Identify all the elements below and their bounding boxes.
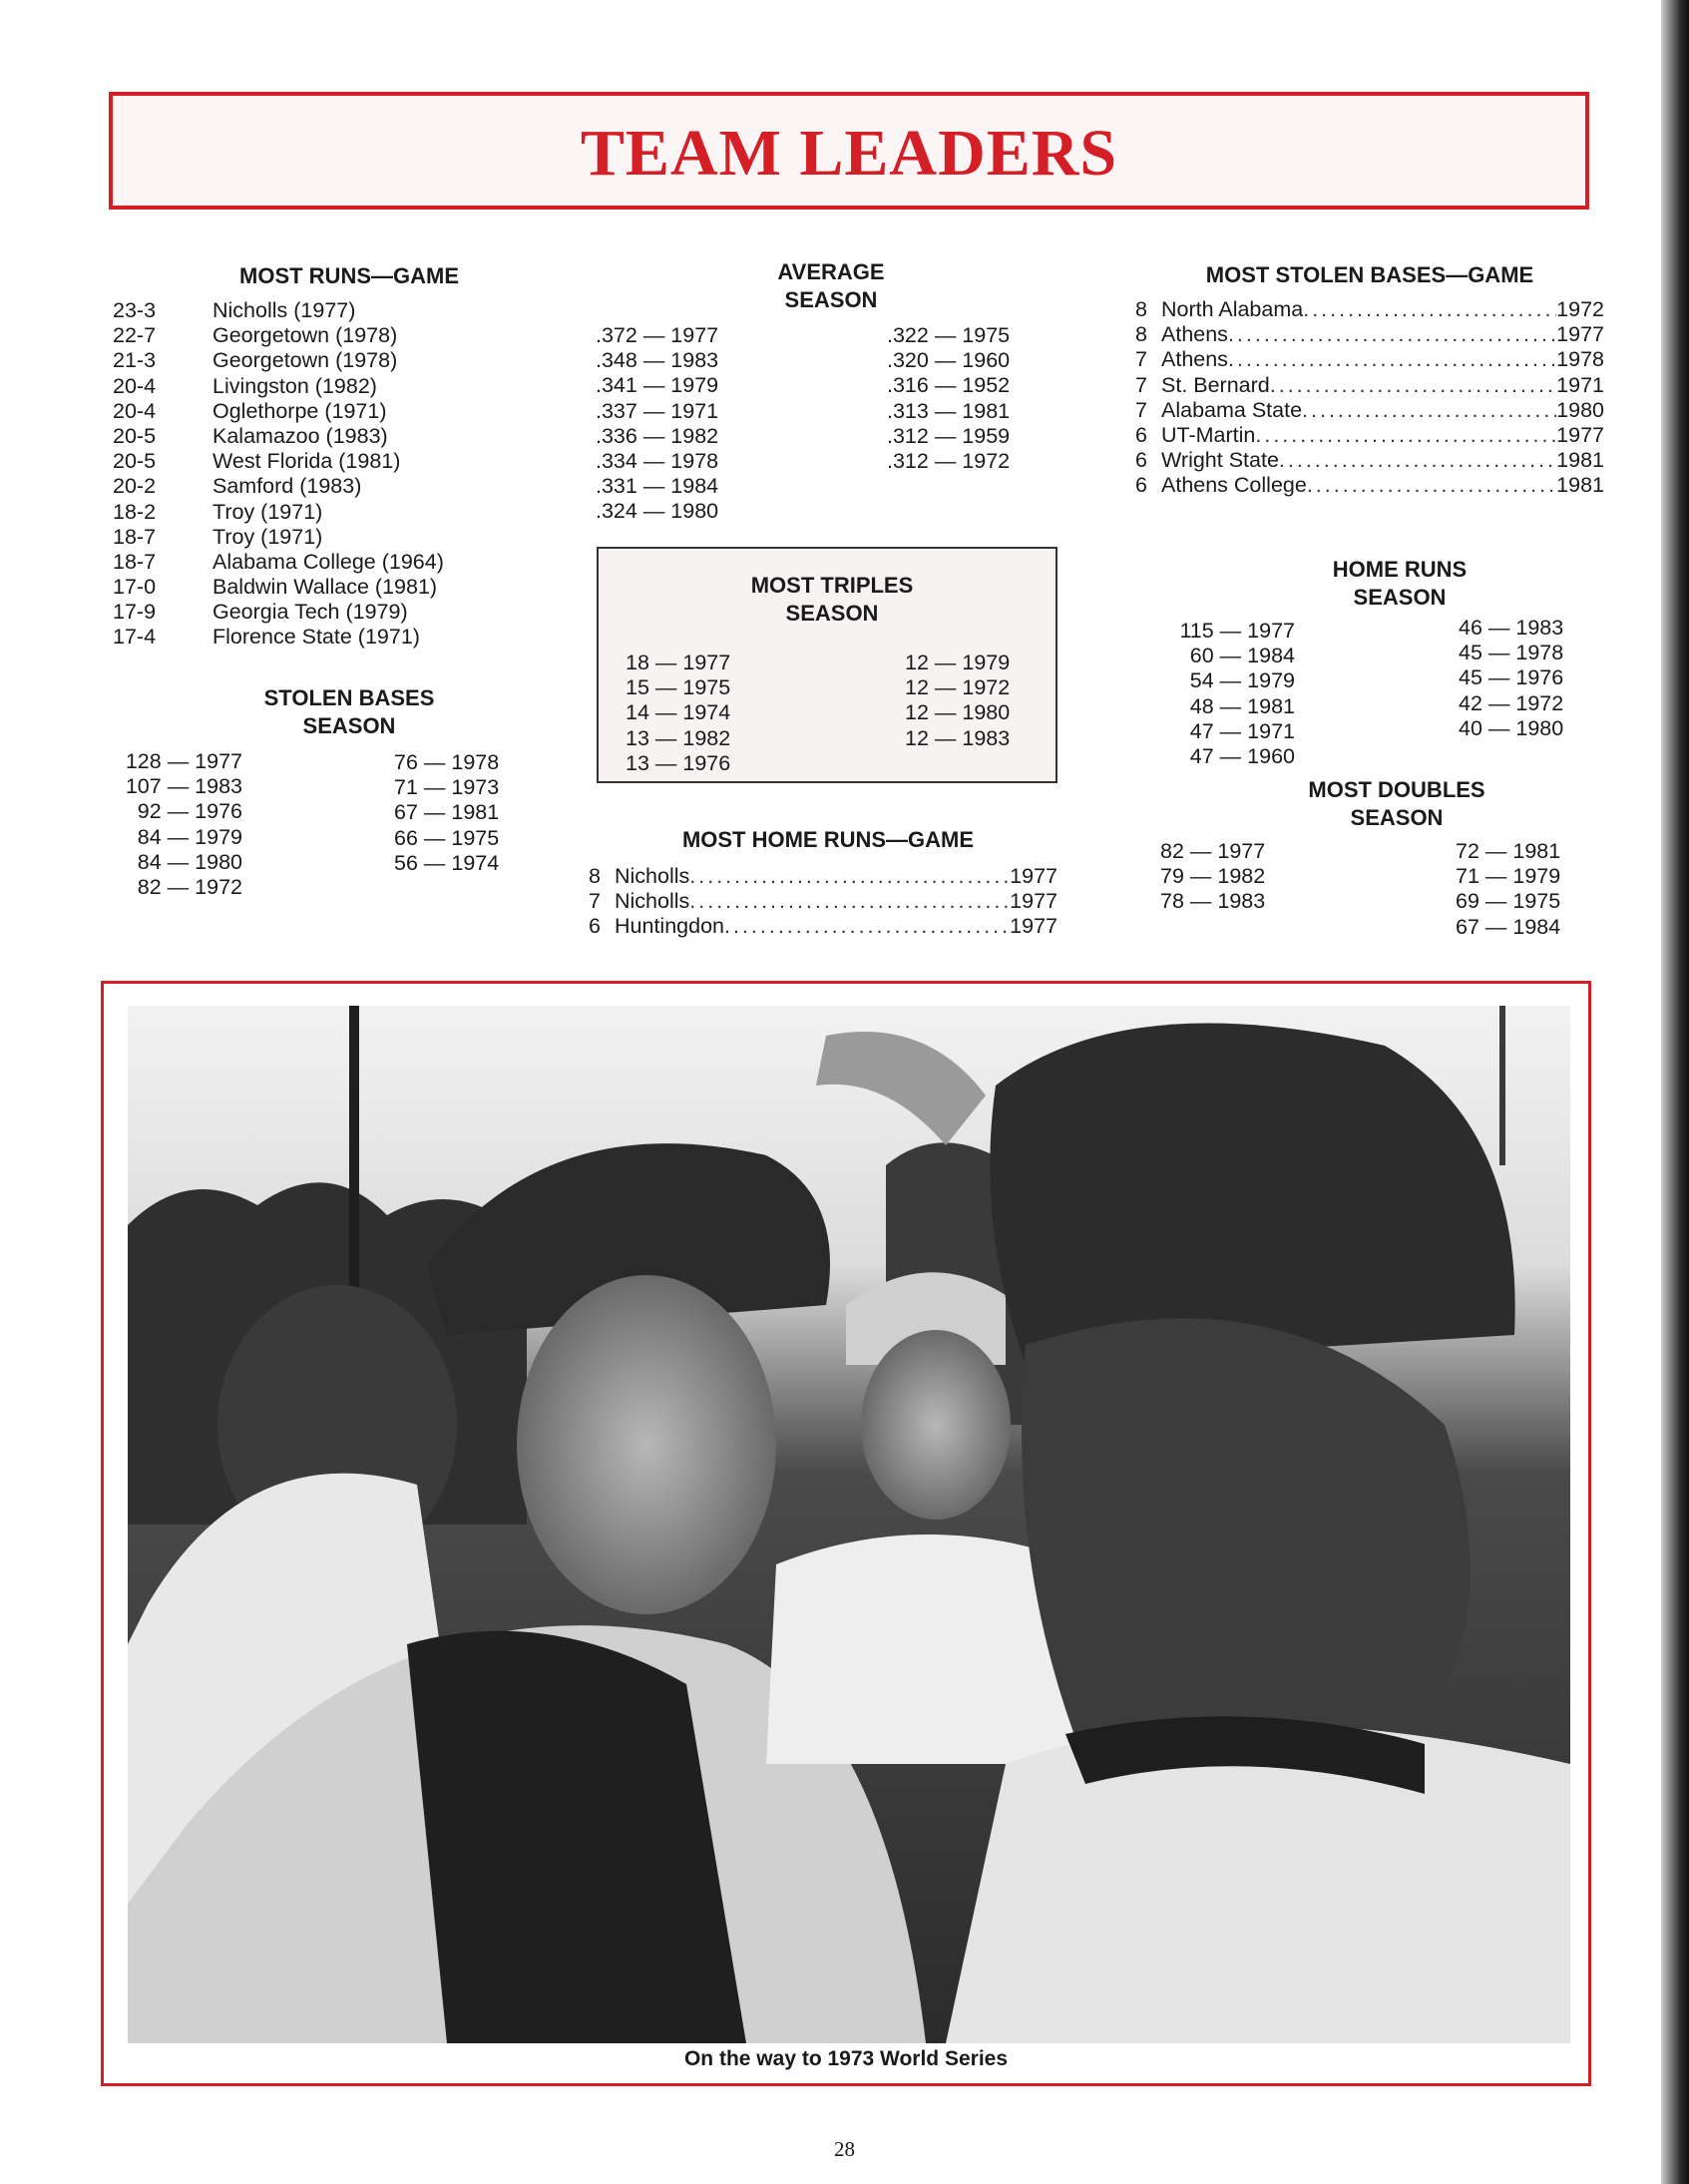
average-season-entry: .341 — 1979 — [596, 373, 719, 398]
stolen-bases-game-row-count: 7 — [1135, 347, 1147, 372]
stolen-bases-game-row-team: Alabama State — [1161, 397, 1303, 422]
runs-game-row — [113, 575, 512, 600]
most-doubles-entry: 79 — 1982 — [1160, 864, 1266, 889]
home-runs-game-row-leader-dots — [689, 864, 1010, 889]
average-season-entry: .320 — 1960 — [887, 348, 1011, 373]
home-runs-season-entry: 47 — 1971 — [1189, 718, 1295, 743]
runs-game-opponent: West Florida (1981) — [212, 449, 401, 474]
stolen-bases-season-entry: 82 — 1972 — [137, 874, 242, 899]
runs-game-row — [113, 399, 512, 424]
most-triples-right-list — [905, 651, 1055, 751]
runs-game-score: 23-3 — [113, 298, 157, 322]
runs-game-opponent: Georgetown (1978) — [212, 323, 398, 348]
home-runs-season-right-list — [1459, 616, 1588, 741]
page-edge — [1661, 0, 1689, 2184]
stolen-bases-game-row-leader-dots — [1307, 473, 1556, 498]
page-number: 28 — [834, 2137, 855, 2161]
stolen-bases-game-row-count: 7 — [1135, 397, 1147, 422]
stolen-bases-game-row-year: 1978 — [1556, 347, 1604, 372]
runs-game-opponent: Kalamazoo (1983) — [212, 423, 388, 448]
stolen-bases-game-row-count: 7 — [1135, 372, 1147, 397]
runs-game-row — [113, 348, 512, 373]
runs-game-score: 18-2 — [113, 499, 157, 524]
runs-game-opponent: Georgia Tech (1979) — [212, 600, 408, 625]
stolen-bases-game-row — [1135, 423, 1604, 448]
average-season-entry: .322 — 1975 — [887, 323, 1011, 347]
stolen-bases-season-entry: 76 — 1978 — [394, 750, 500, 774]
stolen-bases-game-row-team: Athens — [1161, 347, 1228, 372]
runs-game-row — [113, 374, 512, 399]
stolen-bases-game-row-leader-dots — [1302, 398, 1556, 423]
runs-game-score: 18-7 — [113, 549, 157, 574]
home-runs-season-heading — [1300, 556, 1499, 612]
average-season-heading-line2: SEASON — [784, 287, 878, 312]
most-triples-entry: 14 — 1974 — [626, 700, 731, 725]
stolen-bases-game-row — [1135, 448, 1604, 473]
stolen-bases-game-row-count: 8 — [1135, 322, 1147, 347]
stolen-bases-game-row-leader-dots — [1228, 347, 1556, 372]
stolen-bases-game-row-count: 8 — [1135, 297, 1147, 321]
runs-game-opponent: Alabama College (1964) — [212, 549, 444, 574]
runs-game-score: 22-7 — [113, 323, 157, 348]
most-triples-left-list — [626, 651, 775, 776]
stolen-bases-game-row-count: 6 — [1135, 473, 1147, 498]
runs-game-row — [113, 625, 512, 650]
stolen-bases-game-row — [1135, 297, 1604, 322]
runs-game-score: 20-2 — [113, 474, 157, 499]
stolen-bases-game-row-team: North Alabama — [1161, 297, 1304, 321]
average-season-entry: .312 — 1959 — [887, 423, 1011, 448]
stolen-bases-season-entry: 56 — 1974 — [394, 850, 500, 875]
home-runs-game-row-team: Nicholls — [615, 864, 690, 888]
stolen-bases-season-heading-line2: SEASON — [302, 713, 396, 738]
runs-game-score: 20-4 — [113, 398, 157, 423]
runs-game-opponent: Nicholls (1977) — [212, 298, 356, 322]
average-season-heading-line1: AVERAGE — [777, 259, 885, 284]
stolen-bases-game-row-leader-dots — [1279, 448, 1556, 473]
most-doubles-season-heading — [1282, 776, 1511, 832]
runs-game-score: 18-7 — [113, 524, 157, 549]
home-runs-season-entry: 45 — 1976 — [1459, 665, 1564, 690]
stolen-bases-game-row-year: 1977 — [1556, 322, 1604, 347]
stolen-bases-game-row-count: 6 — [1135, 448, 1147, 473]
runs-game-opponent: Baldwin Wallace (1981) — [212, 575, 438, 600]
runs-game-row — [113, 600, 512, 625]
home-runs-season-left-list — [1157, 619, 1295, 769]
average-season-heading — [731, 258, 931, 314]
home-runs-game-row-leader-dots — [689, 889, 1010, 914]
runs-game-row — [113, 550, 512, 575]
home-runs-game-row-year: 1977 — [1010, 889, 1057, 914]
runs-game-row — [113, 424, 512, 449]
runs-game-opponent: Livingston (1982) — [212, 373, 377, 398]
most-runs-game-heading: MOST RUNS—GAME — [239, 263, 459, 288]
most-doubles-entry: 82 — 1977 — [1160, 839, 1266, 863]
average-season-entry: .337 — 1971 — [596, 398, 719, 423]
home-runs-game-row-team: Huntingdon — [615, 914, 724, 939]
stolen-bases-season-left-list — [113, 749, 242, 900]
home-runs-game-row-count: 8 — [589, 864, 601, 888]
photo-caption: On the way to 1973 World Series — [683, 2047, 1009, 2070]
most-doubles-season-right-list — [1456, 839, 1585, 940]
stolen-bases-game-row — [1135, 473, 1604, 498]
home-runs-season-heading-line2: SEASON — [1353, 585, 1447, 610]
stolen-bases-game-row-leader-dots — [1270, 373, 1556, 398]
home-runs-season-entry: 115 — 1977 — [1179, 619, 1295, 643]
home-runs-season-entry: 47 — 1960 — [1189, 743, 1295, 768]
most-doubles-season-heading-line1: MOST DOUBLES — [1308, 777, 1485, 802]
most-stolen-bases-game-list — [1135, 297, 1604, 499]
average-season-entry: .324 — 1980 — [596, 499, 719, 524]
most-triples-entry: 12 — 1972 — [905, 675, 1011, 700]
stolen-bases-game-row-team: UT-Martin — [1161, 422, 1256, 447]
average-season-entry: .331 — 1984 — [596, 474, 719, 499]
most-doubles-entry: 67 — 1984 — [1456, 914, 1561, 939]
most-triples-entry: 18 — 1977 — [626, 651, 731, 674]
stolen-bases-game-row-year: 1977 — [1556, 422, 1604, 447]
stolen-bases-game-row-count: 6 — [1135, 422, 1147, 447]
stolen-bases-game-row-team: Athens — [1161, 322, 1228, 347]
runs-game-score: 20-5 — [113, 449, 157, 474]
home-runs-season-entry: 60 — 1984 — [1189, 644, 1295, 668]
runs-game-score: 17-4 — [113, 625, 157, 650]
stolen-bases-season-entry: 71 — 1973 — [394, 775, 500, 800]
title-banner — [109, 92, 1589, 210]
runs-game-row — [113, 449, 512, 474]
runs-game-row — [113, 500, 512, 525]
stolen-bases-season-entry: 107 — 1983 — [125, 774, 242, 799]
average-season-entry: .372 — 1977 — [596, 323, 719, 347]
runs-game-row — [113, 323, 512, 348]
runs-game-opponent: Troy (1971) — [212, 524, 323, 549]
stolen-bases-game-row-team: Athens College — [1161, 473, 1307, 498]
average-season-right-list — [887, 323, 1047, 474]
home-runs-season-entry: 46 — 1983 — [1459, 616, 1564, 640]
runs-game-score: 20-5 — [113, 423, 157, 448]
home-runs-season-heading-line1: HOME RUNS — [1332, 557, 1468, 582]
stolen-bases-game-row-year: 1981 — [1556, 473, 1604, 498]
stolen-bases-game-row-year: 1980 — [1556, 397, 1604, 422]
stolen-bases-game-row-team: St. Bernard — [1161, 372, 1270, 397]
stolen-bases-game-row-leader-dots — [1228, 322, 1556, 347]
stolen-bases-season-heading-line1: STOLEN BASES — [263, 685, 435, 710]
stolen-bases-game-row-leader-dots — [1303, 297, 1556, 322]
home-runs-game-row-year: 1977 — [1010, 864, 1057, 888]
most-triples-entry: 15 — 1975 — [626, 675, 731, 700]
runs-game-opponent: Georgetown (1978) — [212, 348, 398, 373]
stolen-bases-game-row-year: 1971 — [1556, 372, 1604, 397]
most-doubles-season-left-list — [1160, 839, 1300, 915]
stolen-bases-game-row — [1135, 373, 1604, 398]
home-runs-game-row-team: Nicholls — [615, 889, 690, 914]
runs-game-opponent: Troy (1971) — [212, 499, 323, 524]
most-triples-entry: 12 — 1979 — [905, 651, 1011, 674]
stolen-bases-game-row — [1135, 347, 1604, 372]
runs-game-score: 21-3 — [113, 348, 157, 373]
most-stolen-bases-game-heading: MOST STOLEN BASES—GAME — [1205, 262, 1534, 287]
home-runs-season-entry: 54 — 1979 — [1189, 668, 1295, 693]
most-doubles-entry: 78 — 1983 — [1160, 889, 1266, 914]
stolen-bases-season-entry: 92 — 1976 — [137, 799, 242, 824]
home-runs-game-row — [589, 864, 1057, 889]
runs-game-score: 17-0 — [113, 575, 157, 600]
runs-game-score: 20-4 — [113, 373, 157, 398]
most-triples-entry: 13 — 1982 — [626, 725, 731, 750]
average-season-entry: .348 — 1983 — [596, 348, 719, 373]
runs-game-row — [113, 474, 512, 499]
average-season-entry: .336 — 1982 — [596, 423, 719, 448]
team-celebration-photo — [128, 1006, 1570, 2043]
stolen-bases-season-entry: 66 — 1975 — [394, 825, 500, 850]
stolen-bases-season-heading — [219, 684, 479, 740]
home-runs-season-entry: 48 — 1981 — [1189, 693, 1295, 718]
most-triples-heading-line2: SEASON — [785, 601, 879, 626]
average-season-entry: .313 — 1981 — [887, 398, 1011, 423]
average-season-left-list — [596, 323, 755, 525]
most-doubles-entry: 72 — 1981 — [1456, 839, 1561, 863]
runs-game-row — [113, 298, 512, 323]
home-runs-season-entry: 42 — 1972 — [1459, 690, 1564, 715]
stolen-bases-game-row-leader-dots — [1255, 423, 1556, 448]
most-triples-heading — [716, 572, 948, 628]
runs-game-opponent: Florence State (1971) — [212, 625, 420, 650]
stolen-bases-season-entry: 84 — 1979 — [137, 824, 242, 849]
page-title: TEAM LEADERS — [580, 117, 1118, 190]
most-doubles-entry: 69 — 1975 — [1456, 889, 1561, 914]
most-doubles-season-heading-line2: SEASON — [1350, 805, 1444, 830]
home-runs-game-row-year: 1977 — [1010, 914, 1057, 939]
stolen-bases-game-row-year: 1981 — [1556, 448, 1604, 473]
most-home-runs-game-list — [589, 864, 1057, 940]
most-doubles-entry: 71 — 1979 — [1456, 864, 1561, 889]
stolen-bases-game-row-team: Wright State — [1161, 448, 1279, 473]
average-season-entry: .312 — 1972 — [887, 448, 1011, 473]
runs-game-score: 17-9 — [113, 600, 157, 625]
home-runs-game-row-count: 7 — [589, 889, 601, 914]
most-triples-heading-line1: MOST TRIPLES — [750, 573, 914, 598]
most-triples-entry: 13 — 1976 — [626, 750, 731, 775]
home-runs-game-row — [589, 914, 1057, 939]
stolen-bases-game-row — [1135, 322, 1604, 347]
most-triples-entry: 12 — 1980 — [905, 700, 1011, 725]
home-runs-season-entry: 45 — 1978 — [1459, 641, 1564, 665]
stolen-bases-game-row-year: 1972 — [1556, 297, 1604, 321]
home-runs-game-row-count: 6 — [589, 914, 601, 939]
runs-game-opponent: Samford (1983) — [212, 474, 362, 499]
stolen-bases-season-entry: 84 — 1980 — [137, 849, 242, 874]
average-season-entry: .334 — 1978 — [596, 448, 719, 473]
stolen-bases-game-row — [1135, 398, 1604, 423]
runs-game-row — [113, 525, 512, 550]
average-season-entry: .316 — 1952 — [887, 373, 1011, 398]
most-home-runs-game-heading: MOST HOME RUNS—GAME — [681, 827, 975, 852]
most-runs-game-list — [113, 298, 512, 651]
home-runs-season-entry: 40 — 1980 — [1459, 715, 1564, 740]
stolen-bases-season-entry: 67 — 1981 — [394, 800, 500, 825]
stolen-bases-season-right-list — [394, 750, 514, 876]
home-runs-game-row — [589, 889, 1057, 914]
stolen-bases-season-entry: 128 — 1977 — [125, 749, 242, 773]
runs-game-opponent: Oglethorpe (1971) — [212, 398, 387, 423]
home-runs-game-row-leader-dots — [724, 914, 1010, 939]
most-triples-entry: 12 — 1983 — [905, 725, 1011, 750]
